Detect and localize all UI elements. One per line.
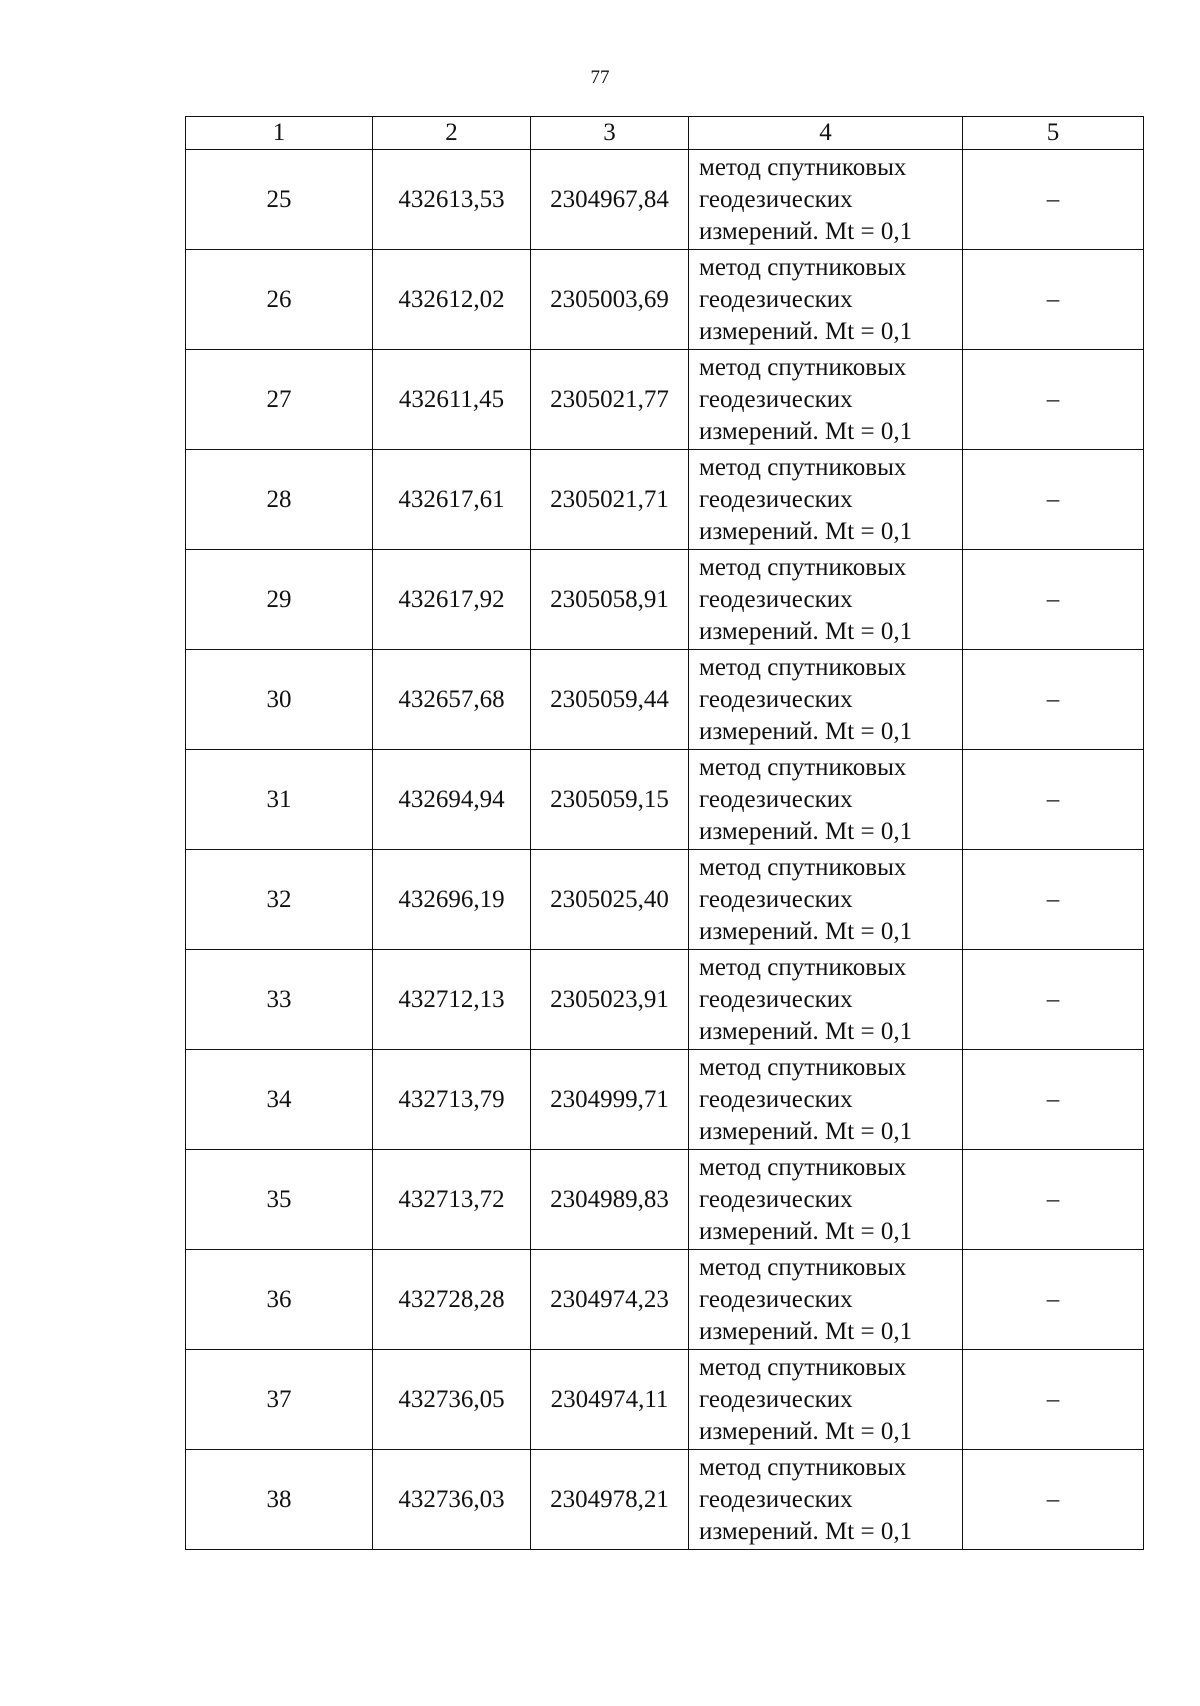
method-cell [689,750,963,850]
method-cell [689,1450,963,1550]
point-number-cell: 36 [186,1250,373,1350]
method-line: метод спутниковых [699,753,907,781]
y-coordinate-cell: 2304999,71 [531,1050,689,1150]
column-header: 5 [963,117,1144,150]
note-cell: – [963,1150,1144,1250]
method-line: геодезических [699,185,853,213]
method-line: измерений. Mt = 0,1 [699,717,913,745]
table-row [186,850,1144,950]
method-line: метод спутниковых [699,1153,907,1181]
method-cell [689,250,963,350]
point-number-cell: 31 [186,750,373,850]
point-number-cell: 38 [186,1450,373,1550]
method-line: измерений. Mt = 0,1 [699,917,913,945]
method-line: метод спутниковых [699,1453,907,1481]
point-number-cell: 29 [186,550,373,650]
table-row [186,1050,1144,1150]
x-coordinate-cell: 432736,03 [373,1450,531,1550]
x-coordinate-cell: 432736,05 [373,1350,531,1450]
table-row [186,750,1144,850]
note-cell: – [963,1250,1144,1350]
method-line: измерений. Mt = 0,1 [699,1117,913,1145]
method-line: метод спутниковых [699,453,907,481]
table-row [186,1350,1144,1450]
method-line: метод спутниковых [699,1253,907,1281]
table-row [186,350,1144,450]
y-coordinate-cell: 2305021,77 [531,350,689,450]
method-line: геодезических [699,1385,853,1413]
table-row [186,650,1144,750]
method-cell [689,350,963,450]
y-coordinate-cell: 2304974,11 [531,1350,689,1450]
method-line: геодезических [699,885,853,913]
method-cell [689,950,963,1050]
note-cell: – [963,1350,1144,1450]
note-cell: – [963,250,1144,350]
method-line: метод спутниковых [699,1353,907,1381]
method-cell [689,550,963,650]
note-cell: – [963,750,1144,850]
method-line: геодезических [699,785,853,813]
method-line: метод спутниковых [699,553,907,581]
x-coordinate-cell: 432694,94 [373,750,531,850]
y-coordinate-cell: 2304967,84 [531,150,689,250]
column-header: 2 [373,117,531,150]
point-number-cell: 26 [186,250,373,350]
table-row [186,1250,1144,1350]
coordinates-table [185,116,1144,1550]
method-line: метод спутниковых [699,1053,907,1081]
y-coordinate-cell: 2304989,83 [531,1150,689,1250]
page-number: 77 [590,67,610,88]
method-line: геодезических [699,1185,853,1213]
method-cell [689,1350,963,1450]
table-row [186,250,1144,350]
x-coordinate-cell: 432612,02 [373,250,531,350]
note-cell: – [963,150,1144,250]
point-number-cell: 37 [186,1350,373,1450]
point-number-cell: 34 [186,1050,373,1150]
method-line: измерений. Mt = 0,1 [699,1517,913,1545]
method-line: измерений. Mt = 0,1 [699,417,913,445]
method-line: метод спутниковых [699,853,907,881]
note-cell: – [963,950,1144,1050]
method-line: измерений. Mt = 0,1 [699,617,913,645]
method-line: метод спутниковых [699,353,907,381]
table-row [186,1450,1144,1550]
point-number-cell: 35 [186,1150,373,1250]
method-line: измерений. Mt = 0,1 [699,517,913,545]
x-coordinate-cell: 432617,61 [373,450,531,550]
y-coordinate-cell: 2305059,44 [531,650,689,750]
table-row [186,950,1144,1050]
coordinates-table-body [186,117,1144,1550]
x-coordinate-cell: 432713,79 [373,1050,531,1150]
method-line: измерений. Mt = 0,1 [699,1317,913,1345]
method-line: измерений. Mt = 0,1 [699,1417,913,1445]
point-number-cell: 25 [186,150,373,250]
y-coordinate-cell: 2304974,23 [531,1250,689,1350]
method-line: измерений. Mt = 0,1 [699,217,913,245]
y-coordinate-cell: 2305059,15 [531,750,689,850]
x-coordinate-cell: 432657,68 [373,650,531,750]
table-row [186,150,1144,250]
note-cell: – [963,550,1144,650]
column-header: 3 [531,117,689,150]
y-coordinate-cell: 2305058,91 [531,550,689,650]
table-row [186,550,1144,650]
method-line: геодезических [699,985,853,1013]
table-row [186,450,1144,550]
y-coordinate-cell: 2305023,91 [531,950,689,1050]
method-line: метод спутниковых [699,653,907,681]
x-coordinate-cell: 432728,28 [373,1250,531,1350]
note-cell: – [963,1050,1144,1150]
method-cell [689,850,963,950]
method-line: геодезических [699,385,853,413]
method-line: измерений. Mt = 0,1 [699,1217,913,1245]
method-line: геодезических [699,485,853,513]
method-line: метод спутниковых [699,253,907,281]
method-line: геодезических [699,1485,853,1513]
method-cell [689,150,963,250]
method-line: метод спутниковых [699,153,907,181]
table-row [186,1150,1144,1250]
method-line: метод спутниковых [699,953,907,981]
method-line: геодезических [699,1285,853,1313]
method-line: геодезических [699,1085,853,1113]
method-cell [689,1250,963,1350]
point-number-cell: 27 [186,350,373,450]
method-line: измерений. Mt = 0,1 [699,817,913,845]
note-cell: – [963,650,1144,750]
point-number-cell: 30 [186,650,373,750]
method-cell [689,1150,963,1250]
column-header: 1 [186,117,373,150]
note-cell: – [963,450,1144,550]
point-number-cell: 28 [186,450,373,550]
y-coordinate-cell: 2304978,21 [531,1450,689,1550]
note-cell: – [963,350,1144,450]
method-line: геодезических [699,285,853,313]
note-cell: – [963,850,1144,950]
x-coordinate-cell: 432613,53 [373,150,531,250]
x-coordinate-cell: 432712,13 [373,950,531,1050]
method-line: геодезических [699,585,853,613]
table-header-row [186,117,1144,150]
x-coordinate-cell: 432617,92 [373,550,531,650]
x-coordinate-cell: 432713,72 [373,1150,531,1250]
y-coordinate-cell: 2305025,40 [531,850,689,950]
method-cell [689,450,963,550]
column-header: 4 [689,117,963,150]
method-line: измерений. Mt = 0,1 [699,1017,913,1045]
x-coordinate-cell: 432611,45 [373,350,531,450]
method-cell [689,1050,963,1150]
y-coordinate-cell: 2305021,71 [531,450,689,550]
point-number-cell: 32 [186,850,373,950]
method-line: геодезических [699,685,853,713]
note-cell: – [963,1450,1144,1550]
method-cell [689,650,963,750]
x-coordinate-cell: 432696,19 [373,850,531,950]
method-line: измерений. Mt = 0,1 [699,317,913,345]
point-number-cell: 33 [186,950,373,1050]
y-coordinate-cell: 2305003,69 [531,250,689,350]
